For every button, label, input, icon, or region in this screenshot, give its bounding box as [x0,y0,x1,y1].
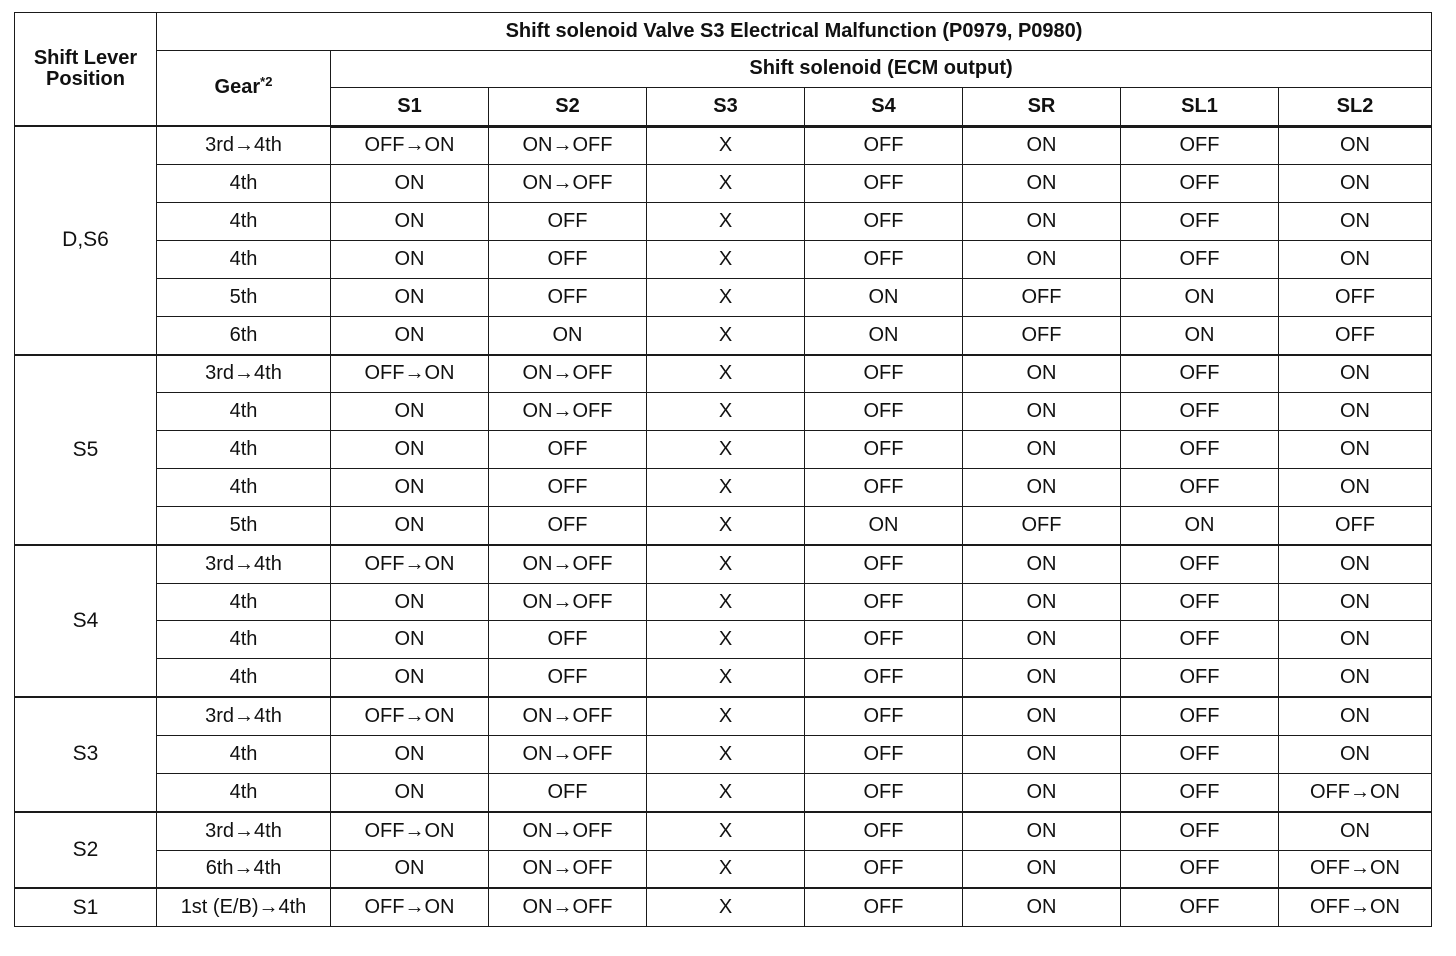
solenoid-cell-s2: ON→OFF [489,393,647,431]
solenoid-cell-s1: ON [331,850,489,888]
solenoid-cell-s2: ON→OFF [489,850,647,888]
gear-cell: 4th [157,241,331,279]
solenoid-cell-sl2: ON [1279,431,1432,469]
solenoid-cell-sl2: OFF→ON [1279,888,1432,926]
solenoid-cell-sl1: OFF [1121,850,1279,888]
solenoid-cell-s3: X [647,203,805,241]
solenoid-cell-s4: OFF [805,203,963,241]
solenoid-cell-sl2: ON [1279,355,1432,393]
table-row [15,812,1432,850]
solenoid-cell-s2: OFF [489,241,647,279]
solenoid-cell-sl2: ON [1279,165,1432,203]
solenoid-cell-s3: X [647,773,805,811]
table-row [15,431,1432,469]
gear-label: Gear [214,76,261,99]
solenoid-cell-s3: X [647,850,805,888]
solenoid-cell-sl2: ON [1279,659,1432,697]
solenoid-cell-sl1: OFF [1121,241,1279,279]
solenoid-cell-sr: OFF [963,278,1121,316]
table-row [15,773,1432,811]
solenoid-cell-sl1: OFF [1121,545,1279,583]
solenoid-cell-sl1: OFF [1121,736,1279,774]
table-body [15,126,1432,927]
solenoid-cell-sr: ON [963,545,1121,583]
solenoid-cell-s2: OFF [489,659,647,697]
table-row [15,697,1432,735]
solenoid-cell-sl1: OFF [1121,469,1279,507]
solenoid-cell-s1: ON [331,621,489,659]
table-row [15,545,1432,583]
solenoid-cell-s4: ON [805,278,963,316]
solenoid-cell-sr: ON [963,241,1121,279]
solenoid-cell-s2: ON→OFF [489,697,647,735]
gear-cell: 4th [157,393,331,431]
solenoid-cell-s2: ON→OFF [489,812,647,850]
solenoid-cell-sl2: ON [1279,812,1432,850]
solenoid-cell-sl2: OFF [1279,278,1432,316]
solenoid-cell-s1: OFF→ON [331,355,489,393]
solenoid-cell-s3: X [647,697,805,735]
solenoid-cell-s4: OFF [805,850,963,888]
solenoid-cell-sl2: OFF [1279,316,1432,354]
table-row [15,888,1432,926]
table-row [15,393,1432,431]
solenoid-cell-s3: X [647,736,805,774]
table-header [15,13,1432,127]
gear-cell: 4th [157,165,331,203]
solenoid-cell-sl2: ON [1279,545,1432,583]
solenoid-cell-sl2: ON [1279,621,1432,659]
solenoid-cell-s2: ON→OFF [489,736,647,774]
table-row [15,278,1432,316]
solenoid-cell-sr: ON [963,773,1121,811]
column-header-s2: S2 [489,88,647,127]
solenoid-cell-sl1: OFF [1121,203,1279,241]
column-header-s4: S4 [805,88,963,127]
table-row [15,583,1432,621]
solenoid-cell-s2: ON→OFF [489,165,647,203]
solenoid-cell-sl1: OFF [1121,165,1279,203]
column-header-s3: S3 [647,88,805,127]
table-row [15,355,1432,393]
solenoid-cell-s1: ON [331,393,489,431]
column-header-sl1: SL1 [1121,88,1279,127]
solenoid-cell-s1: ON [331,431,489,469]
solenoid-cell-s3: X [647,126,805,165]
gear-cell: 6th→4th [157,850,331,888]
solenoid-cell-s4: OFF [805,355,963,393]
gear-cell: 1st (E/B)→4th [157,888,331,926]
solenoid-cell-sr: ON [963,888,1121,926]
solenoid-cell-sr: ON [963,431,1121,469]
solenoid-cell-sr: ON [963,469,1121,507]
solenoid-cell-sl2: ON [1279,469,1432,507]
solenoid-cell-sl2: OFF [1279,506,1432,544]
table-row [15,659,1432,697]
solenoid-cell-s3: X [647,506,805,544]
solenoid-cell-s3: X [647,316,805,354]
gear-cell: 4th [157,773,331,811]
solenoid-cell-sr: ON [963,621,1121,659]
table-row [15,316,1432,354]
malfunction-title: Shift solenoid Valve S3 Electrical Malfunction (P0979, P0980) [157,13,1432,51]
shift-lever-position-cell: S1 [15,888,157,926]
solenoid-cell-s4: OFF [805,621,963,659]
table-row [15,165,1432,203]
solenoid-cell-sl1: OFF [1121,126,1279,165]
table-row [15,126,1432,165]
solenoid-cell-sl1: OFF [1121,431,1279,469]
solenoid-cell-s4: OFF [805,697,963,735]
solenoid-cell-s4: OFF [805,165,963,203]
gear-cell: 4th [157,431,331,469]
gear-cell: 3rd→4th [157,545,331,583]
solenoid-cell-sl2: OFF→ON [1279,773,1432,811]
solenoid-cell-s4: OFF [805,545,963,583]
solenoid-cell-sl1: OFF [1121,355,1279,393]
column-header-sr: SR [963,88,1121,127]
shift-lever-position-cell: S5 [15,355,157,545]
solenoid-cell-s4: OFF [805,583,963,621]
solenoid-cell-sl1: ON [1121,506,1279,544]
column-header-sl2: SL2 [1279,88,1432,127]
solenoid-cell-s3: X [647,621,805,659]
solenoid-cell-s3: X [647,393,805,431]
gear-cell: 6th [157,316,331,354]
solenoid-cell-sl1: OFF [1121,697,1279,735]
solenoid-cell-sr: OFF [963,316,1121,354]
solenoid-cell-sl2: OFF→ON [1279,850,1432,888]
solenoid-cell-s4: OFF [805,126,963,165]
table-row [15,621,1432,659]
solenoid-cell-sl2: ON [1279,736,1432,774]
table-row [15,506,1432,544]
solenoid-cell-s2: OFF [489,278,647,316]
solenoid-cell-s2: OFF [489,203,647,241]
gear-cell: 5th [157,506,331,544]
solenoid-cell-s1: ON [331,241,489,279]
solenoid-cell-sr: ON [963,812,1121,850]
shift-lever-position-cell: S4 [15,545,157,697]
solenoid-cell-sr: ON [963,393,1121,431]
gear-footnote-marker: *2 [260,74,273,90]
solenoid-cell-sl1: OFF [1121,812,1279,850]
solenoid-cell-s1: ON [331,203,489,241]
solenoid-cell-s4: OFF [805,393,963,431]
solenoid-cell-s4: ON [805,316,963,354]
gear-header [157,50,331,126]
solenoid-cell-sl2: ON [1279,697,1432,735]
solenoid-cell-s2: OFF [489,773,647,811]
solenoid-cell-sl1: OFF [1121,773,1279,811]
solenoid-cell-sr: OFF [963,506,1121,544]
shift-lever-position-cell: S3 [15,697,157,812]
solenoid-cell-sl1: ON [1121,278,1279,316]
gear-cell: 4th [157,583,331,621]
solenoid-cell-sl2: ON [1279,126,1432,165]
solenoid-cell-sl1: OFF [1121,393,1279,431]
solenoid-cell-s3: X [647,278,805,316]
solenoid-cell-s2: ON→OFF [489,355,647,393]
solenoid-cell-sr: ON [963,583,1121,621]
solenoid-cell-sl1: OFF [1121,888,1279,926]
solenoid-cell-s3: X [647,888,805,926]
solenoid-cell-sl2: ON [1279,241,1432,279]
solenoid-cell-s2: ON [489,316,647,354]
solenoid-cell-s2: OFF [489,506,647,544]
solenoid-cell-sl1: ON [1121,316,1279,354]
gear-cell: 3rd→4th [157,697,331,735]
solenoid-cell-s2: ON→OFF [489,545,647,583]
gear-cell: 4th [157,736,331,774]
solenoid-cell-sr: ON [963,736,1121,774]
solenoid-group-header: Shift solenoid (ECM output) [331,50,1432,88]
solenoid-cell-sr: ON [963,850,1121,888]
solenoid-cell-s2: ON→OFF [489,583,647,621]
solenoid-cell-s3: X [647,545,805,583]
solenoid-cell-s3: X [647,241,805,279]
solenoid-cell-sr: ON [963,126,1121,165]
solenoid-cell-s3: X [647,583,805,621]
solenoid-cell-s4: OFF [805,469,963,507]
solenoid-cell-sr: ON [963,165,1121,203]
solenoid-cell-s1: OFF→ON [331,697,489,735]
solenoid-cell-s1: OFF→ON [331,812,489,850]
solenoid-cell-s3: X [647,812,805,850]
solenoid-cell-sl1: OFF [1121,583,1279,621]
solenoid-cell-sr: ON [963,697,1121,735]
solenoid-cell-s1: ON [331,659,489,697]
solenoid-cell-s1: ON [331,165,489,203]
solenoid-cell-sl2: ON [1279,203,1432,241]
solenoid-cell-s4: OFF [805,736,963,774]
solenoid-cell-s1: OFF→ON [331,888,489,926]
solenoid-cell-s2: ON→OFF [489,888,647,926]
solenoid-cell-s1: OFF→ON [331,126,489,165]
solenoid-cell-sl1: OFF [1121,621,1279,659]
solenoid-cell-s2: OFF [489,621,647,659]
gear-cell: 3rd→4th [157,126,331,165]
solenoid-cell-s1: ON [331,469,489,507]
solenoid-cell-sl2: ON [1279,393,1432,431]
shift-lever-position-header: Shift Lever Position [15,13,157,127]
solenoid-cell-s3: X [647,469,805,507]
solenoid-cell-s4: OFF [805,888,963,926]
gear-cell: 5th [157,278,331,316]
solenoid-cell-s1: OFF→ON [331,545,489,583]
solenoid-cell-s2: OFF [489,469,647,507]
solenoid-cell-s3: X [647,431,805,469]
solenoid-cell-s1: ON [331,773,489,811]
solenoid-cell-s3: X [647,355,805,393]
solenoid-cell-s2: OFF [489,431,647,469]
table-row [15,736,1432,774]
solenoid-cell-sr: ON [963,355,1121,393]
gear-cell: 4th [157,621,331,659]
solenoid-cell-s3: X [647,165,805,203]
table-row [15,469,1432,507]
solenoid-cell-s3: X [647,659,805,697]
shift-lever-position-cell: D,S6 [15,126,157,355]
solenoid-cell-s4: OFF [805,241,963,279]
solenoid-cell-s4: OFF [805,812,963,850]
table-row [15,203,1432,241]
solenoid-cell-s4: OFF [805,431,963,469]
solenoid-cell-s1: ON [331,278,489,316]
shift-lever-position-cell: S2 [15,812,157,889]
solenoid-cell-s1: ON [331,583,489,621]
solenoid-cell-s2: ON→OFF [489,126,647,165]
gear-cell: 3rd→4th [157,812,331,850]
solenoid-table [14,12,1432,927]
gear-cell: 3rd→4th [157,355,331,393]
solenoid-cell-sl1: OFF [1121,659,1279,697]
solenoid-cell-s1: ON [331,316,489,354]
solenoid-cell-sl2: ON [1279,583,1432,621]
column-header-s1: S1 [331,88,489,127]
gear-cell: 4th [157,203,331,241]
solenoid-cell-sr: ON [963,659,1121,697]
solenoid-cell-sr: ON [963,203,1121,241]
solenoid-cell-s1: ON [331,736,489,774]
gear-cell: 4th [157,659,331,697]
solenoid-cell-s4: OFF [805,773,963,811]
solenoid-cell-s4: OFF [805,659,963,697]
gear-cell: 4th [157,469,331,507]
solenoid-cell-s4: ON [805,506,963,544]
table-row [15,850,1432,888]
solenoid-cell-s1: ON [331,506,489,544]
table-row [15,241,1432,279]
